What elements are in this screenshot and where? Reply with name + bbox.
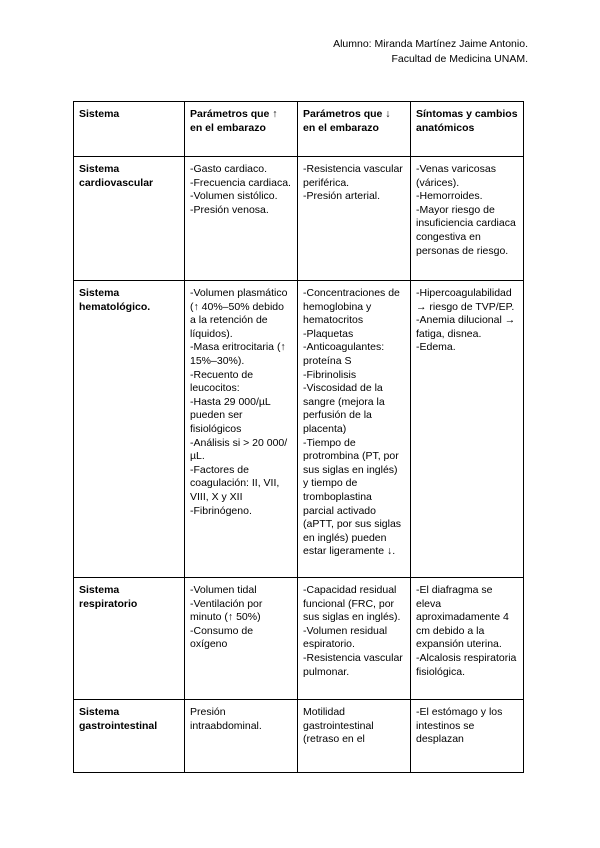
list-item: -Hipercoagulabilidad → riesgo de TVP/EP. — [416, 287, 515, 313]
list-item: -Volumen residual espiratorio. — [303, 624, 388, 651]
column-header-increase: Parámetros que ↑ en el embarazo — [185, 102, 298, 157]
list-item: -Resistencia vascular periférica. — [303, 163, 403, 189]
document-header — [333, 37, 528, 67]
list-item: -Concentraciones de hemoglobina y hematocritos — [303, 287, 400, 327]
increase-cell — [185, 157, 298, 281]
list-item: -Tiempo de protrombina (PT, por sus siglas en inglés) y tiempo de tromboplastina parcial activado (aPTT, por sus siglas en inglés) pueden estar ligeramente ↓. — [303, 436, 402, 558]
decrease-cell — [298, 281, 411, 578]
list-item: -Volumen sistólico. — [190, 190, 278, 203]
list-item: -Análisis si > 20 000/µL. — [190, 436, 288, 463]
symptoms-cell — [411, 281, 524, 578]
list-item: -Gasto cardiaco. — [190, 163, 268, 175]
list-item: -Ventilación por minuto (↑ 50%) — [190, 597, 263, 624]
list-item: -Masa eritrocitaria (↑ 15%–30%). — [190, 341, 286, 367]
table-row — [74, 157, 524, 281]
table-row — [74, 578, 524, 700]
list-item: -Fibrinolisis — [303, 368, 357, 381]
symptoms-cell — [411, 700, 524, 773]
list-item: -Presión venosa. — [190, 203, 269, 216]
list-item: -Consumo de oxígeno — [190, 624, 254, 651]
symptoms-cell — [411, 157, 524, 281]
table-row — [74, 281, 524, 578]
column-header-symptoms: Síntomas y cambios anatómicos — [411, 102, 524, 157]
symptoms-cell — [411, 578, 524, 700]
list-item: -Hemorroides. — [416, 190, 483, 203]
list-item: Motilidad gastrointestinal (retraso en el — [303, 706, 374, 746]
list-item: -Resistencia vascular pulmonar. — [303, 651, 403, 678]
column-header-system: Sistema — [74, 102, 185, 157]
list-item: -El diafragma se eleva aproximadamente 4 cm debido a la expansión uterina. — [416, 584, 509, 651]
list-item: -Alcalosis respiratoria fisiológica. — [416, 651, 517, 678]
table-row — [74, 700, 524, 773]
table-header-row — [74, 102, 524, 157]
list-item: -Mayor riesgo de insuficiencia cardiaca congestiva en personas de riesgo. — [416, 203, 516, 257]
student-name: Alumno: Miranda Martínez Jaime Antonio. — [333, 38, 528, 50]
column-header-decrease: Parámetros que ↓ en el embarazo — [298, 102, 411, 157]
increase-cell — [185, 700, 298, 773]
list-item: -Frecuencia cardiaca. — [190, 176, 291, 189]
list-item: -Presión arterial. — [303, 190, 381, 203]
system-cell: Sistema cardiovascular — [74, 157, 185, 281]
list-item: -Volumen tidal — [190, 584, 257, 596]
list-item: -Volumen plasmático (↑ 40%–50% debido a la retención de líquidos). — [190, 287, 288, 340]
decrease-cell — [298, 157, 411, 281]
list-item: -Anticoagulantes: proteína S — [303, 341, 385, 367]
list-item: -Venas varicosas (várices). — [416, 163, 496, 189]
list-item: -El estómago y los intestinos se desplazan — [416, 706, 503, 746]
list-item: -Fibrinógeno. — [190, 504, 252, 517]
list-item: -Factores de coagulación: II, VII, VIII, X y XII — [190, 463, 280, 503]
faculty-name: Facultad de Medicina UNAM. — [391, 53, 528, 65]
decrease-cell — [298, 700, 411, 773]
increase-cell — [185, 281, 298, 578]
pregnancy-changes-table — [73, 101, 524, 773]
decrease-cell — [298, 578, 411, 700]
list-item: -Viscosidad de la sangre (mejora la perfusión de la placenta) — [303, 382, 385, 435]
increase-cell — [185, 578, 298, 700]
list-item: Presión intraabdominal. — [190, 706, 262, 732]
list-item: -Recuento de leucocitos: — [190, 368, 254, 395]
list-item: -Hasta 29 000/µL pueden ser fisiológicos — [190, 395, 271, 435]
system-cell: Sistema hematológico. — [74, 281, 185, 578]
system-cell: Sistema respiratorio — [74, 578, 185, 700]
list-item: -Anemia dilucional → fatiga, disnea. — [416, 314, 516, 340]
list-item: -Plaquetas — [303, 327, 354, 340]
list-item: -Edema. — [416, 341, 456, 354]
system-cell: Sistema gastrointestinal — [74, 700, 185, 773]
list-item: -Capacidad residual funcional (FRC, por sus siglas en inglés). — [303, 584, 401, 624]
